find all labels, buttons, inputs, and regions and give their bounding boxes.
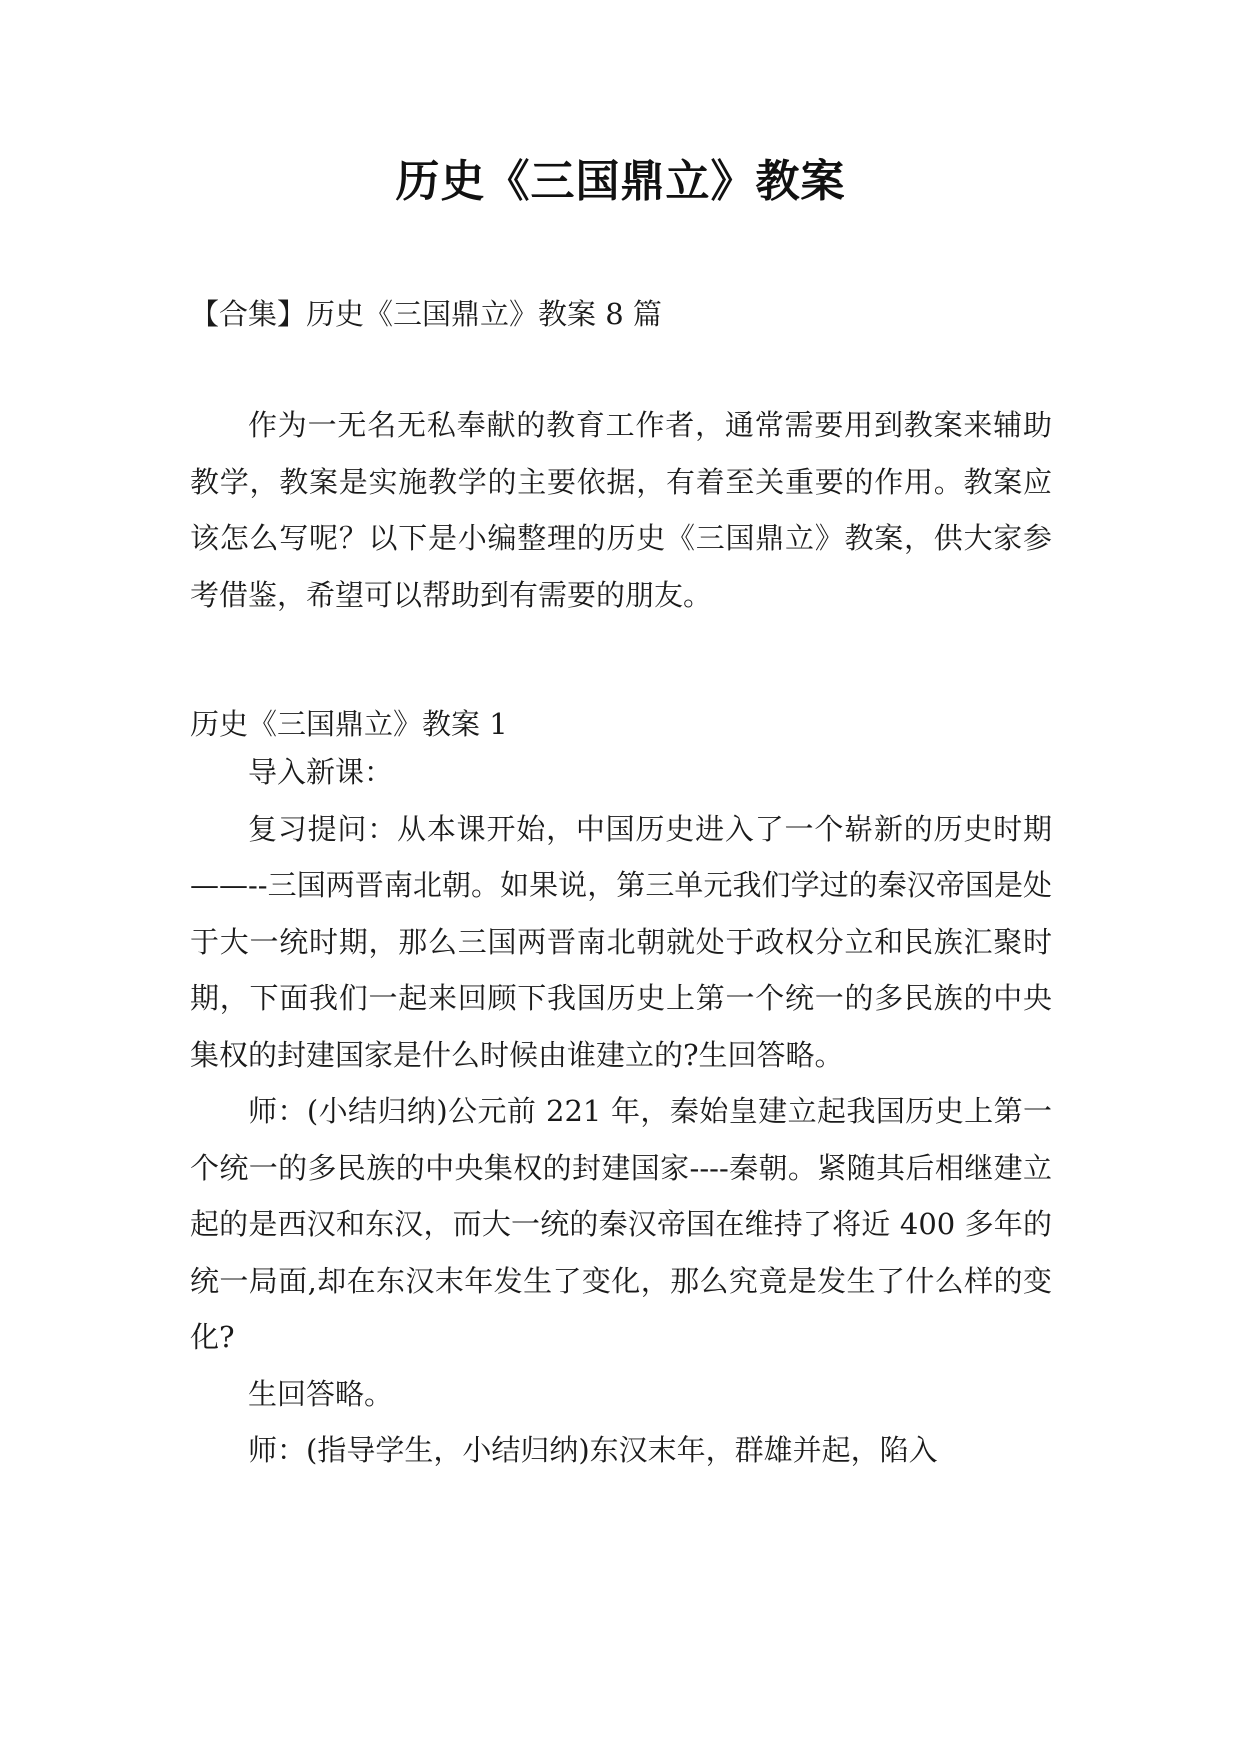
body-paragraph: 复习提问：从本课开始，中国历史进入了一个崭新的历史时期——--三国两晋南北朝。如果说，第三单元我们学过的秦汉帝国是处于大一统时期，那么三国两晋南北朝就处于政权分立和民族汇聚时期，下面我们一起来回顾下我国历史上第一个统一的多民族的中央集权的封建国家是什么时候由谁建立的?生回答略。 xyxy=(190,811,1052,1072)
body-paragraph: 生回答略。 xyxy=(248,1376,394,1411)
intro-paragraph: 作为一无名无私奉献的教育工作者，通常需要用到教案来辅助教学，教案是实施教学的主要依据，有着至关重要的作用。教案应该怎么写呢？以下是小编整理的历史《三国鼎立》教案，供大家参考借鉴，希望可以帮助到有需要的朋友。 xyxy=(190,408,1052,612)
intro-block xyxy=(190,397,1052,623)
document-subtitle: 【合集】历史《三国鼎立》教案 8 篇 xyxy=(190,297,662,331)
body-paragraph: 导入新课： xyxy=(248,755,394,789)
section-heading: 历史《三国鼎立》教案 1 xyxy=(190,707,508,741)
lesson-body xyxy=(190,744,1052,1479)
body-paragraph: 师：(小结归纳)公元前 221 年，秦始皇建立起我国历史上第一个统一的多民族的中央集权的封建国家----秦朝。紧随其后相继建立起的是西汉和东汉，而大一统的秦汉帝国在维持了将近 400 多年的统一局面,却在东汉末年发生了变化，那么究竟是发生了什么样的变化? xyxy=(190,1094,1052,1354)
body-paragraph: 师：(指导学生，小结归纳)东汉末年，群雄并起，陷入 xyxy=(248,1433,938,1467)
document-title: 历史《三国鼎立》教案 xyxy=(395,156,846,207)
